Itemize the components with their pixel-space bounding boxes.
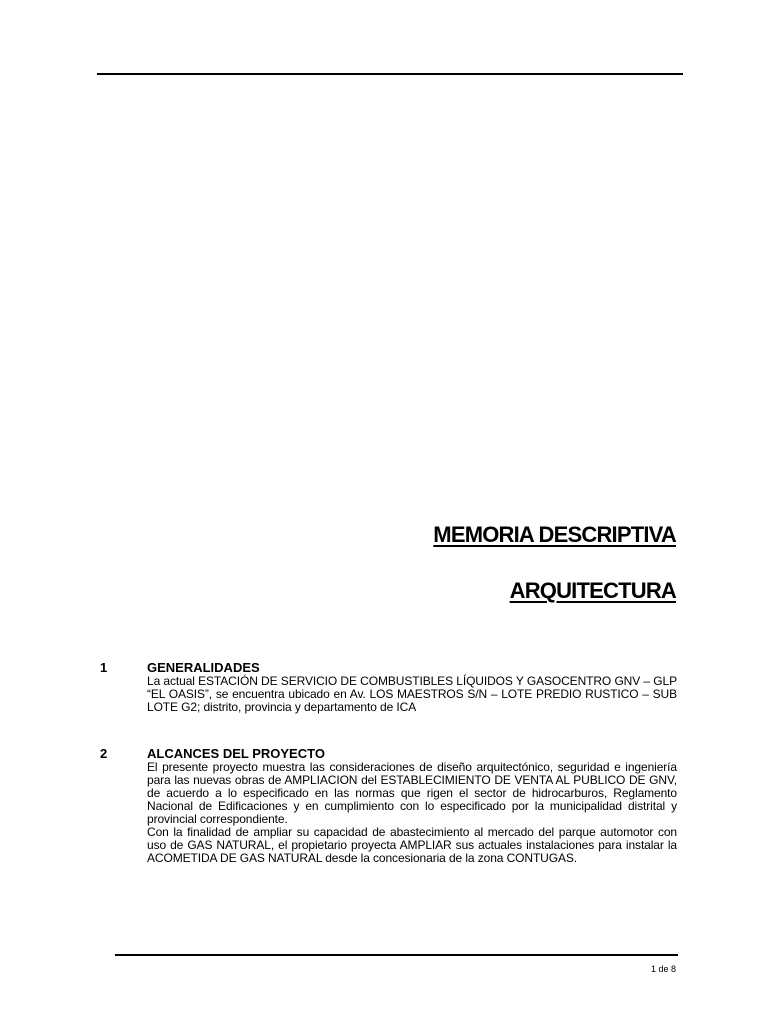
section-paragraph: Con la finalidad de ampliar su capacidad de abastecimiento al mercado del parque automotor con uso de GAS NATURAL, el propietario proyecta AMPLIAR sus actuales instalaciones para instalar la ACOMETIDA DE GAS NATURAL desde la concesionaria de la zona CONTUGAS.: [147, 825, 677, 865]
header-rule: [97, 73, 683, 75]
section-number: 2: [100, 746, 108, 761]
section-heading: GENERALIDADES: [147, 660, 260, 675]
document-subtitle: ARQUITECTURA: [509, 578, 676, 603]
section-body: [147, 761, 677, 865]
section-alcances: [100, 746, 677, 865]
section-heading: ALCANCES DEL PROYECTO: [147, 746, 325, 761]
section-generalidades: [100, 660, 677, 714]
section-body: [147, 675, 677, 714]
document-title: MEMORIA DESCRIPTIVA: [433, 522, 676, 547]
footer-rule: [115, 954, 678, 956]
page-number: 1 de 8: [650, 964, 676, 974]
section-number: 1: [100, 660, 108, 675]
section-paragraph: El presente proyecto muestra las consideraciones de diseño arquitectónico, seguridad e ingeniería para las nuevas obras de AMPLIACION del ESTABLECIMIENTO DE VENTA AL PUBLICO DE GNV, de acuerdo a lo especificado en las normas que rigen el sector de hidrocarburos, Reglamento Nacional de Edificaciones y en cumplimiento con lo especificado por la municipalidad distrital y provincial correspondiente.: [147, 760, 677, 826]
section-paragraph: La actual ESTACIÓN DE SERVICIO DE COMBUSTIBLES LÍQUIDOS Y GASOCENTRO GNV – GLP “EL OASIS”, se encuentra ubicado en Av. LOS MAESTROS S/N – LOTE PREDIO RUSTICO – SUB LOTE G2; distrito, provincia y departamento de ICA: [147, 674, 677, 714]
